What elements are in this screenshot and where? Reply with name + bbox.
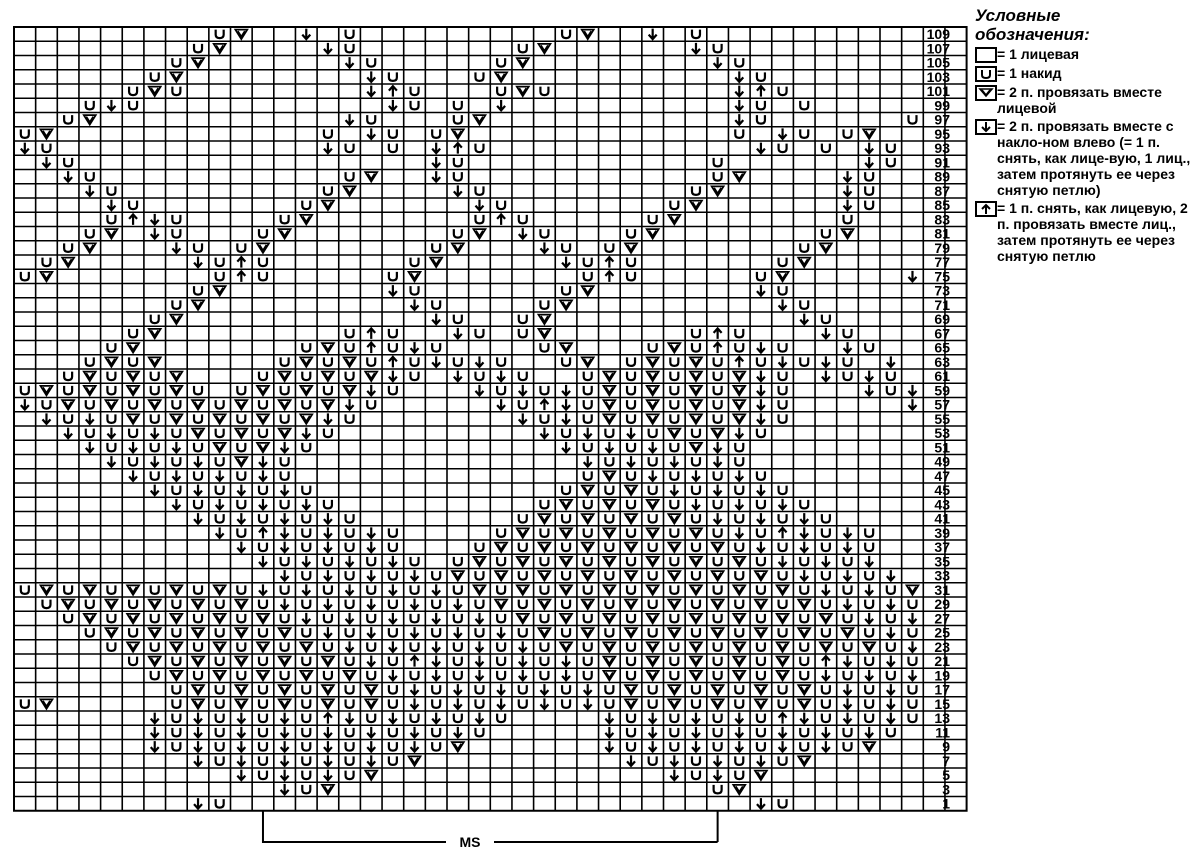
row-number-label: 91 — [934, 154, 950, 171]
row-number-label: 69 — [934, 311, 950, 328]
row-number-label: 5 — [942, 767, 950, 784]
ssk-symbol-icon — [975, 119, 997, 135]
row-number-label: 71 — [934, 296, 950, 313]
legend-text-k2tog: = 2 п. провязать вместе лицевой — [997, 84, 1162, 116]
k2tog-symbol-icon — [975, 85, 997, 101]
row-number-label: 35 — [934, 553, 950, 570]
row-number-label: 79 — [934, 239, 950, 256]
row-number-label: 57 — [934, 396, 950, 413]
row-number-label: 31 — [934, 581, 950, 598]
repeat-label: MS — [459, 834, 481, 848]
row-number-label: 67 — [934, 325, 950, 342]
row-number-label: 43 — [934, 496, 950, 513]
row-number-label: 27 — [934, 610, 950, 627]
row-number-label: 41 — [934, 510, 950, 527]
sk2p-symbol-icon — [975, 201, 997, 217]
yarn-over-symbol-icon — [975, 66, 997, 82]
row-number-label: 11 — [935, 724, 950, 741]
row-number-label: 47 — [934, 467, 950, 484]
row-number-label: 25 — [934, 624, 950, 641]
row-number-label: 95 — [934, 125, 950, 142]
row-number-label: 1 — [942, 795, 950, 812]
legend-item-k2tog — [975, 84, 1197, 116]
legend-text-yarn-over: = 1 накид — [997, 65, 1062, 81]
legend-text-ssk: = 2 п. провязать вместе с накло-ном влево (= 1 п. снять, как лице-вую, 1 лиц., затем протянуть ее через снятую петлю) — [997, 118, 1191, 198]
row-number-label: 7 — [942, 752, 950, 769]
row-number-label: 89 — [934, 168, 950, 185]
row-number-label: 49 — [934, 453, 950, 470]
row-number-label: 33 — [934, 567, 950, 584]
row-number-label: 99 — [934, 97, 950, 114]
row-number-label: 39 — [934, 524, 950, 541]
knit-symbol-icon — [975, 47, 997, 63]
row-number-label: 3 — [942, 781, 950, 798]
legend-title-line2: обозначения: — [975, 25, 1090, 44]
row-number-label: 13 — [934, 710, 950, 727]
row-number-label: 97 — [934, 111, 950, 128]
row-number-label: 107 — [926, 40, 950, 57]
row-number-label: 19 — [934, 667, 950, 684]
row-number-label: 55 — [934, 410, 950, 427]
row-number-label: 65 — [934, 339, 950, 356]
row-number-label: 109 — [926, 26, 950, 43]
row-number-label: 85 — [934, 197, 950, 214]
row-number-label: 103 — [926, 68, 950, 85]
row-number-label: 63 — [934, 353, 950, 370]
row-number-label: 61 — [934, 368, 950, 385]
row-number-label: 37 — [934, 539, 950, 556]
legend — [975, 6, 1197, 264]
row-number-label: 17 — [934, 681, 950, 698]
legend-item-knit — [975, 46, 1197, 63]
row-number-label: 53 — [934, 425, 950, 442]
row-number-label: 9 — [942, 738, 950, 755]
row-number-label: 73 — [934, 282, 950, 299]
row-number-label: 45 — [934, 482, 950, 499]
legend-item-ssk — [975, 118, 1197, 198]
legend-item-yarn-over — [975, 65, 1197, 82]
row-number-label: 81 — [934, 225, 950, 242]
row-number-label: 101 — [926, 83, 950, 100]
row-number-label: 59 — [934, 382, 950, 399]
legend-item-sk2p — [975, 200, 1197, 264]
row-number-label: 83 — [934, 211, 950, 228]
row-number-label: 87 — [934, 182, 950, 199]
row-number-label: 15 — [934, 695, 950, 712]
row-number-label: 93 — [934, 140, 950, 157]
row-number-label: 75 — [934, 268, 950, 285]
legend-title-line1: Условные — [975, 6, 1061, 25]
row-number-label: 29 — [934, 596, 950, 613]
legend-text-sk2p: = 1 п. снять, как лицевую, 2 п. провязать вместе лиц., затем протянуть ее через снятую петлю — [997, 200, 1188, 264]
row-number-label: 51 — [934, 439, 950, 456]
row-number-label: 105 — [926, 54, 950, 71]
row-number-label: 77 — [934, 254, 950, 271]
row-number-label: 23 — [934, 638, 950, 655]
legend-text-knit: = 1 лицевая — [997, 46, 1080, 62]
row-number-label: 21 — [934, 653, 950, 670]
